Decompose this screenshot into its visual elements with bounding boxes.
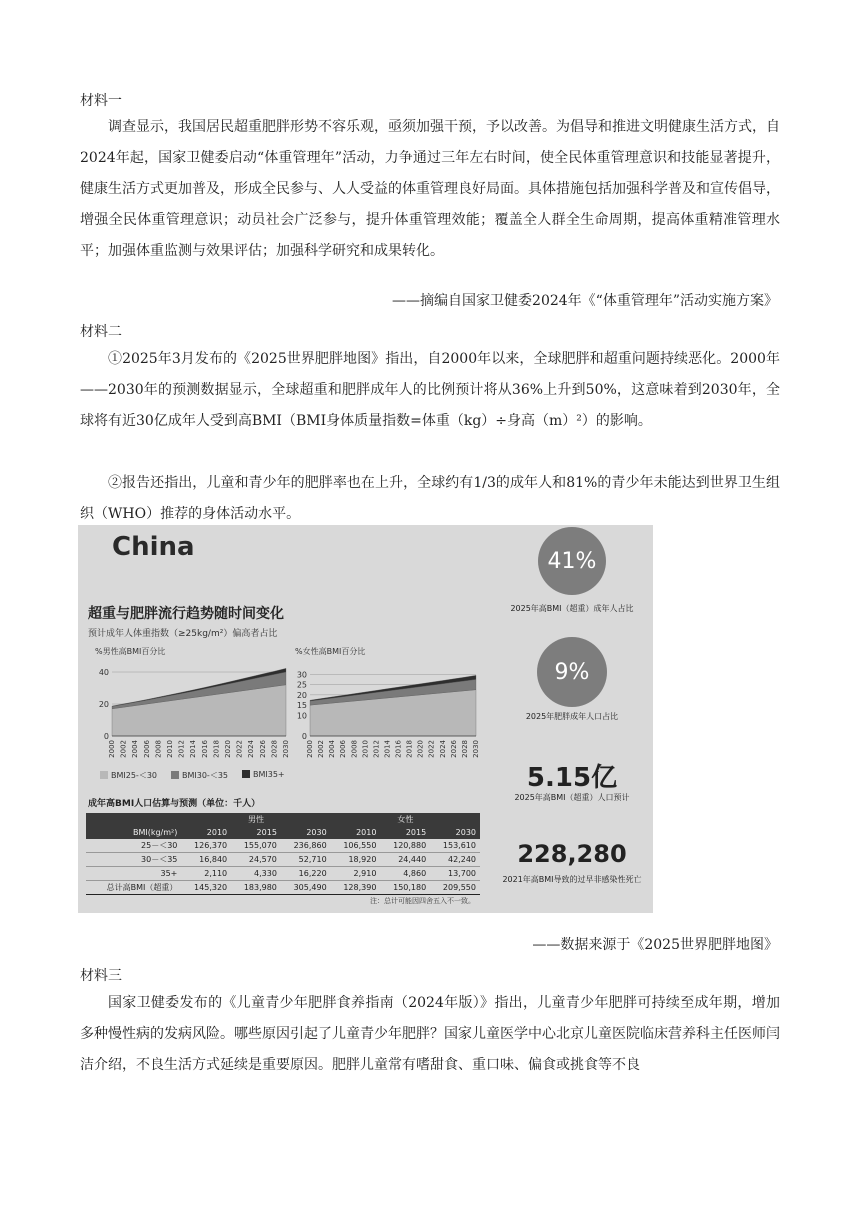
table-cell: 305,490 <box>293 883 327 892</box>
x-tick-label: 2030 <box>282 740 290 758</box>
table-cell: 13,700 <box>448 869 476 878</box>
material2-source: ——数据来源于《2025世界肥胖地图》 <box>532 937 778 953</box>
header-cell: 2010 <box>356 828 377 837</box>
y-tick-label: 20 <box>98 700 109 709</box>
stat-deaths: 228,280 <box>517 840 627 868</box>
table-header-top <box>86 813 480 826</box>
table-cell: 总计高BMI（超重） <box>106 883 178 892</box>
material1-source: ——摘编自国家卫健委2024年《“体重管理年”活动实施方案》 <box>392 293 778 309</box>
legend-label: BMI25-＜30 <box>111 771 157 780</box>
x-tick-label: 2030 <box>472 740 480 758</box>
x-tick-label: 2006 <box>142 740 151 758</box>
stat-label-population: 2025年高BMI（超重）人口预计 <box>514 793 630 802</box>
table-cell: 128,390 <box>343 883 377 892</box>
header-cell <box>86 813 181 826</box>
x-tick-label: 2008 <box>350 740 359 758</box>
x-tick-label: 2016 <box>200 740 209 758</box>
material3-paragraph: 国家卫健委发布的《儿童青少年肥胖食养指南（2024年版）》指出，儿童青少年肥胖可持续至成年期，增加多种慢性病的发病风险。哪些原因引起了儿童青少年肥胖？国家儿童医学中心北京儿童医院临床营养科主任医师闫洁介绍，不良生活方式延续是重要原因。肥胖儿童常有嗜甜食、重口味、偏食或挑食等不良 <box>80 995 780 1073</box>
figure-subtitle: 超重与肥胖流行趋势随时间变化 <box>88 606 284 622</box>
figure-note: 预计成年人体重指数（≥25kg/m²）偏高者占比 <box>88 629 278 639</box>
table-cell: 18,920 <box>348 855 377 864</box>
table-cell: 24,440 <box>398 855 427 864</box>
x-tick-label: 2016 <box>394 740 403 758</box>
table-title: 成年高BMI人口估算与预测（单位：千人） <box>88 799 261 809</box>
table-cell: 120,880 <box>393 841 427 850</box>
material1-heading: 材料一 <box>80 93 122 109</box>
chart-legend <box>100 770 285 781</box>
table-cell: 2,110 <box>204 869 228 878</box>
stat-circle-overweight: 41% <box>538 527 606 595</box>
x-tick-label: 2026 <box>449 740 458 758</box>
table-cell: 209,550 <box>442 883 476 892</box>
material1-paragraph: 调查显示，我国居民超重肥胖形势不容乐观，亟须加强干预，予以改善。为倡导和推进文明健康生活方式，自2024年起，国家卫健委启动“体重管理年”活动，力争通过三年左右时间，使全民体重管理意识和技能显著提升，健康生活方式更加普及，形成全民参与、人人受益的体重管理良好局面。具体措施包括加强科学普及和宣传倡导，增强全民体重管理意识；动员社会广泛参与，提升体重管理效能；覆盖全人群全生命周期，提高体重精准管理水平；加强体重监测与效果评估；加强科学研究和成果转化。 <box>80 119 780 259</box>
material3-heading: 材料三 <box>80 968 122 984</box>
y-tick-label: 15 <box>296 701 307 711</box>
x-tick-label: 2012 <box>177 740 186 758</box>
female-chart-label: %女性高BMI百分比 <box>295 647 366 656</box>
table-header <box>86 826 480 839</box>
x-tick-label: 2024 <box>247 740 256 758</box>
table-cell: 155,070 <box>243 841 277 850</box>
header-male: 男性 <box>248 815 265 824</box>
table-cell: 16,840 <box>199 855 228 864</box>
table-cell: 106,550 <box>343 841 377 850</box>
x-tick-label: 2010 <box>166 740 174 758</box>
table-row <box>86 867 480 881</box>
table-cell: 52,710 <box>298 855 327 864</box>
y-tick-label: 0 <box>301 732 307 741</box>
x-tick-label: 2022 <box>427 740 436 758</box>
stat-circle-obese: 9% <box>537 637 607 707</box>
table-cell: 2,910 <box>353 869 377 878</box>
x-tick-label: 2006 <box>339 740 348 758</box>
x-tick-label: 2028 <box>460 740 469 758</box>
x-tick-label: 2012 <box>372 740 381 758</box>
table-cell: 4,860 <box>403 869 427 878</box>
stat-label-obese: 2025年肥胖成年人口占比 <box>525 712 619 721</box>
x-tick-label: 2018 <box>212 740 221 758</box>
table-row <box>86 839 480 853</box>
bmi-population-table <box>86 813 480 895</box>
material2-paragraph1: ①2025年3月发布的《2025世界肥胖地图》指出，自2000年以来，全球肥胖和超重问题持续恶化。2000年——2030年的预测数据显示，全球超重和肥胖成年人的比例预计将从36%上升到50%，这意味着到2030年，全球将有近30亿成年人受到高BMI（BMI身体质量指数=体重（kg）÷身高（m）²）的影响。 <box>80 351 780 429</box>
female-bmi-area-chart <box>288 658 480 766</box>
x-tick-label: 2008 <box>154 740 163 758</box>
table-row <box>86 881 480 895</box>
table-cell: 145,320 <box>194 883 228 892</box>
table-cell: 126,370 <box>194 841 228 850</box>
header-cell: 2030 <box>455 828 476 837</box>
figure-country: China <box>112 532 195 562</box>
table-row <box>86 853 480 867</box>
x-tick-label: 2028 <box>270 740 279 758</box>
legend-item <box>242 770 285 781</box>
x-tick-label: 2014 <box>189 740 198 758</box>
stat-population: 5.15亿 <box>526 763 618 793</box>
table-cell: 24,570 <box>248 855 277 864</box>
table-cell: 150,180 <box>393 883 427 892</box>
material2-paragraph2: ②报告还指出，儿童和青少年的肥胖率也在上升，全球约有1/3的成年人和81%的青少年未能达到世界卫生组织（WHO）推荐的身体活动水平。 <box>80 475 780 522</box>
x-tick-label: 2004 <box>328 740 337 758</box>
x-tick-label: 2024 <box>438 740 447 758</box>
y-tick-label: 30 <box>296 670 307 680</box>
table-cell: 183,980 <box>243 883 277 892</box>
x-tick-label: 2018 <box>405 740 414 758</box>
x-tick-label: 2020 <box>224 740 232 758</box>
legend-item <box>100 770 157 781</box>
legend-label: BMI30-＜35 <box>182 771 228 780</box>
table-cell: 236,860 <box>293 841 327 850</box>
x-tick-label: 2004 <box>131 740 140 758</box>
header-female: 女性 <box>397 815 414 824</box>
y-tick-label: 25 <box>296 680 307 690</box>
table-cell: 35+ <box>160 869 178 878</box>
table-cell: 25－＜30 <box>141 841 178 850</box>
table-cell: 42,240 <box>448 855 476 864</box>
y-tick-label: 10 <box>296 711 307 721</box>
table-cell: 16,220 <box>298 869 327 878</box>
male-chart-label: %男性高BMI百分比 <box>95 647 166 656</box>
table-body <box>86 839 480 895</box>
header-cell: 2015 <box>405 828 427 837</box>
table-cell: 30－＜35 <box>141 855 178 864</box>
header-cell: BMI(kg/m²) <box>132 828 178 837</box>
header-cell: 2030 <box>306 828 327 837</box>
table-cell: 4,330 <box>254 869 277 878</box>
male-bmi-area-chart <box>90 658 290 766</box>
header-cell: 2015 <box>256 828 277 837</box>
x-tick-label: 2022 <box>235 740 244 758</box>
x-tick-label: 2000 <box>306 740 314 758</box>
x-tick-label: 2014 <box>383 740 392 758</box>
material2-heading: 材料二 <box>80 324 122 340</box>
header-cell: 2010 <box>206 828 228 837</box>
stat-label-overweight: 2025年高BMI（超重）成年人占比 <box>510 604 634 613</box>
x-tick-label: 2002 <box>317 740 326 758</box>
y-tick-label: 20 <box>296 690 307 700</box>
table-cell: 153,610 <box>442 841 476 850</box>
legend-item <box>171 770 228 781</box>
x-tick-label: 2000 <box>108 740 116 758</box>
stat-label-deaths: 2021年高BMI导致的过早非感染性死亡 <box>502 875 642 884</box>
x-tick-label: 2020 <box>416 740 425 758</box>
y-tick-label: 40 <box>98 668 109 677</box>
x-tick-label: 2002 <box>119 740 128 758</box>
legend-label: BMI35+ <box>253 770 285 779</box>
table-note: 注：总计可能因四舍五入不一致。 <box>370 897 475 905</box>
x-tick-label: 2010 <box>361 740 370 758</box>
x-tick-label: 2026 <box>258 740 267 758</box>
y-tick-label: 0 <box>103 732 109 741</box>
